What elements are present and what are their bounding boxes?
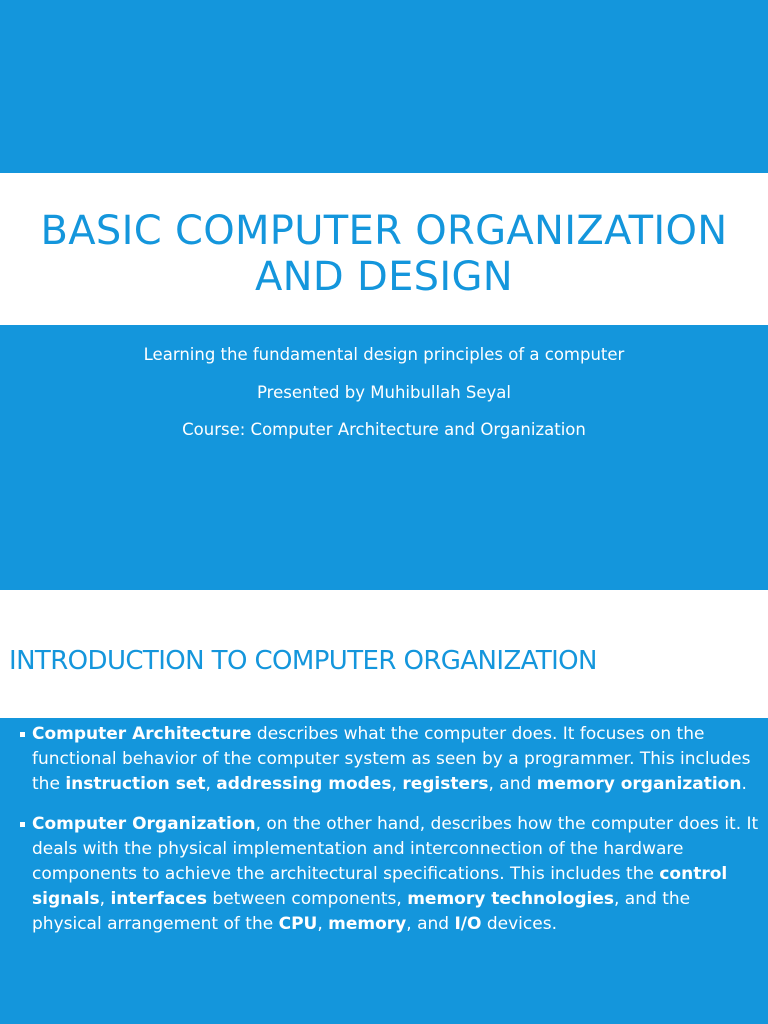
text: devices. [481,914,557,934]
text: , and [406,914,455,934]
keyword: control signals [32,864,728,909]
text: describes what the computer does. It focuses on the functional behavior of the computer system as seen by a programmer. This includes the [32,724,751,794]
intro-slide [0,590,768,1024]
keyword: registers [402,774,489,794]
title-line-1: BASIC COMPUTER ORGANIZATION [40,208,728,254]
text: , on the other hand, describes how the computer does it. It deals with the physical implementation and interconnection of the hardware components to achieve the architectural specifications. This includes the [32,814,759,884]
intro-body [0,718,768,1024]
intro-heading: INTRODUCTION TO COMPUTER ORGANIZATION [9,646,597,676]
bullet-organization [0,812,762,937]
keyword: memory technologies [407,889,614,909]
text: , and [488,774,537,794]
term-organization: Computer Organization [32,814,256,834]
keyword: instruction set [65,774,206,794]
text: , [317,914,329,934]
presenter: Presented by Muhibullah Seyal [257,382,511,402]
bullet-square-icon [20,822,25,827]
title-line-2: AND DESIGN [255,254,513,300]
slide-title [0,208,768,300]
bullet-square-icon [20,732,25,737]
text: , [99,889,111,909]
keyword: interfaces [110,889,208,909]
text: , [205,774,217,794]
text: . [741,774,747,794]
text: , [391,774,403,794]
course: Course: Computer Architecture and Organization [182,420,586,439]
subtitle: Learning the fundamental design principles of a computer [143,345,625,364]
text: between components, [207,889,408,909]
keyword: I/O [454,914,482,934]
bullet-architecture [0,722,762,797]
term-architecture: Computer Architecture [32,724,252,744]
text: , and the physical arrangement of the [32,889,691,934]
subtitle-block [0,336,768,449]
keyword: memory organization [536,774,742,794]
keyword: CPU [278,914,318,934]
keyword: memory [328,914,407,934]
keyword: addressing modes [216,774,392,794]
